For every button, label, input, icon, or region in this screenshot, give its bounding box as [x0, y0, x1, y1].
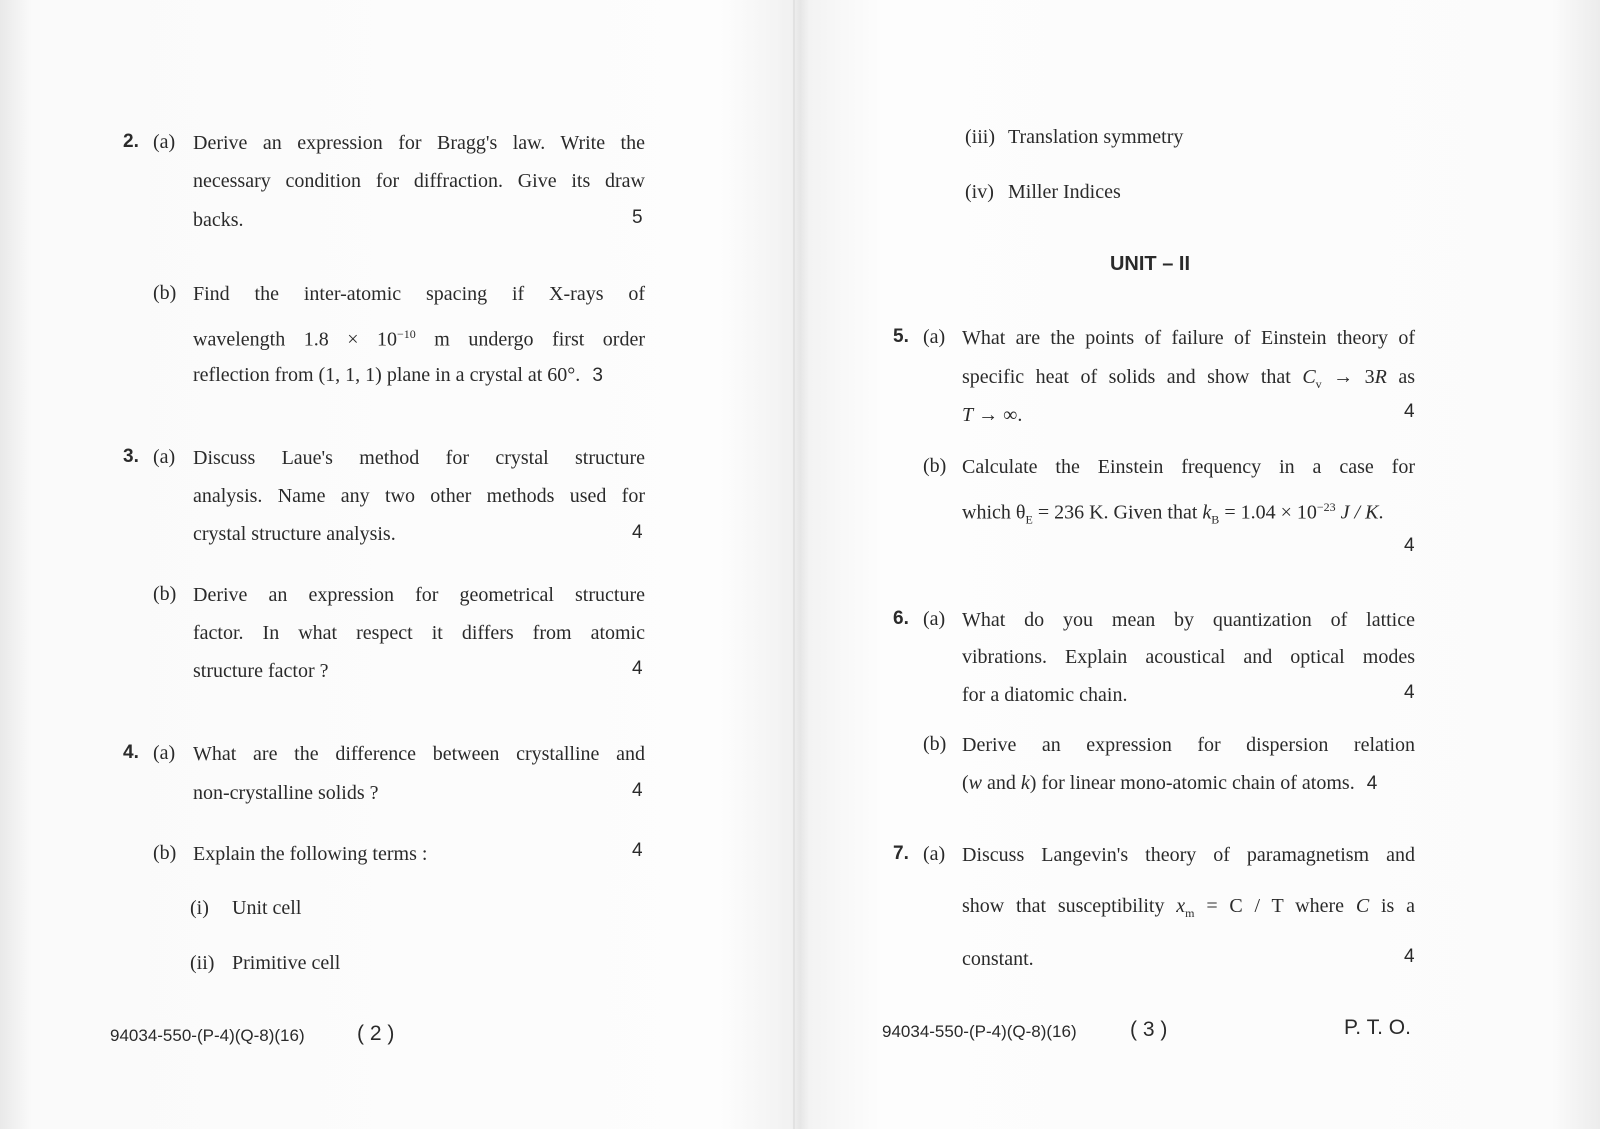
text-segment: ) for linear mono-atomic chain of atoms. — [1029, 772, 1355, 794]
footer-code-left: 94034-550-(P-4)(Q-8)(16) — [110, 1026, 305, 1045]
text-segment: as — [1386, 366, 1415, 388]
question-number: 5. — [893, 326, 909, 347]
text-segment: −23 — [1316, 500, 1336, 514]
question-text-line: Calculate the Einstein frequency in a case for — [962, 456, 1415, 478]
marks-value: 4 — [632, 840, 643, 861]
question-text-line — [962, 495, 1383, 532]
text-segment: C — [1302, 366, 1316, 388]
question-text-line: Discuss Laue's method for crystal structure — [193, 447, 645, 469]
question-text-line — [193, 363, 603, 388]
term-number: (iii) — [965, 126, 995, 148]
question-part-label: (b) — [923, 733, 947, 755]
marks-value: 4 — [1404, 682, 1415, 703]
footer-code-right: 94034-550-(P-4)(Q-8)(16) — [882, 1022, 1077, 1041]
question-number: 2. — [123, 131, 139, 152]
term-number: (iv) — [965, 181, 994, 203]
question-text-line: Find the inter-atomic spacing if X-rays of — [193, 283, 645, 305]
marks-value: 4 — [632, 658, 643, 679]
text-segment: → ∞. — [973, 404, 1023, 426]
text-segment: C — [1355, 895, 1370, 917]
question-text-line: Explain the following terms : — [193, 843, 428, 865]
question-text-line: constant. — [962, 948, 1034, 970]
question-part-label: (a) — [153, 742, 176, 764]
question-text-line — [193, 322, 645, 352]
question-text-line: backs. — [193, 209, 244, 231]
question-text-line — [962, 403, 1022, 427]
question-text-line — [962, 365, 1415, 396]
question-text-line: non-crystalline solids ? — [193, 782, 379, 804]
marks-value: 4 — [1404, 401, 1415, 422]
text-segment: E — [1025, 512, 1033, 527]
text-segment: ( — [962, 772, 969, 794]
text-segment: is a — [1369, 895, 1416, 917]
text-segment: v — [1315, 377, 1322, 391]
text-segment: w — [968, 772, 983, 794]
question-text-line: Derive an expression for Bragg's law. Write the — [193, 132, 645, 154]
text-segment: show that susceptibility — [962, 895, 1177, 917]
question-part-label: (b) — [153, 842, 177, 864]
question-number: 7. — [893, 843, 909, 864]
term-number: (i) — [190, 897, 209, 919]
text-segment: B — [1211, 512, 1220, 527]
marks-value: 4 — [632, 522, 643, 543]
question-part-label: (a) — [153, 131, 176, 153]
text-segment: k — [1020, 772, 1030, 794]
question-text-line: Discuss Langevin's theory of paramagnetism and — [962, 844, 1415, 866]
question-text-line: structure factor ? — [193, 660, 329, 682]
question-text-line: crystal structure analysis. — [193, 523, 396, 545]
question-part-label: (a) — [923, 843, 946, 865]
page-fold — [793, 0, 795, 1129]
question-number: 3. — [123, 446, 139, 467]
term-label: Primitive cell — [232, 952, 341, 974]
question-part-label: (b) — [923, 455, 947, 477]
marks-value: 4 — [632, 780, 643, 801]
text-segment: = C / T where — [1194, 895, 1356, 917]
question-text-line: Derive an expression for dispersion relation — [962, 734, 1415, 756]
marks-value: 4 — [1404, 535, 1415, 556]
page-number-right: ( 3 ) — [1130, 1018, 1168, 1041]
page-number-left: ( 2 ) — [357, 1022, 395, 1045]
text-segment: = 1.04 × 10 — [1219, 501, 1317, 524]
question-text-line — [962, 894, 1415, 925]
text-segment: = 236 K. Given that — [1032, 501, 1203, 524]
question-part-label: (a) — [923, 326, 946, 348]
question-text-line: What do you mean by quantization of lattice — [962, 609, 1415, 631]
text-segment: R — [1374, 366, 1387, 388]
question-text-line: necessary condition for diffraction. Give its draw — [193, 170, 645, 192]
text-segment: k — [1202, 501, 1212, 524]
question-part-label: (b) — [153, 583, 177, 605]
text-segment: → 3 — [1321, 366, 1375, 388]
text-segment: m undergo first order — [415, 328, 645, 351]
text-segment: wavelength 1.8 × 10 — [193, 328, 398, 351]
term-label: Unit cell — [232, 897, 302, 919]
question-part-label: (a) — [923, 608, 946, 630]
marks-value: 4 — [1366, 773, 1378, 794]
text-segment: J / K — [1340, 501, 1379, 524]
text-segment: which θ — [962, 501, 1026, 524]
text-segment: m — [1185, 906, 1195, 920]
unit-heading: UNIT – II — [1109, 253, 1190, 275]
question-text-line: Derive an expression for geometrical structure — [193, 584, 645, 606]
term-label: Translation symmetry — [1008, 126, 1184, 148]
question-text-line: for a diatomic chain. — [962, 684, 1128, 706]
question-text-line: analysis. Name any two other methods used for — [193, 485, 645, 507]
marks-value: 4 — [1404, 946, 1415, 967]
marks-value: 3 — [592, 365, 603, 386]
question-text-line: vibrations. Explain acoustical and optical modes — [962, 646, 1415, 668]
question-part-label: (a) — [153, 446, 176, 468]
text-segment: . — [1378, 501, 1384, 524]
text-segment: specific heat of solids and show that — [962, 366, 1303, 388]
question-text-line — [962, 771, 1377, 796]
term-label: Miller Indices — [1008, 181, 1121, 203]
question-text-line: What are the difference between crystalline and — [193, 743, 645, 765]
question-number: 4. — [123, 742, 139, 763]
text-segment: T — [962, 404, 974, 426]
question-part-label: (b) — [153, 282, 177, 304]
question-number: 6. — [893, 608, 909, 629]
text-segment: and — [982, 772, 1021, 794]
marks-value: 5 — [632, 207, 643, 228]
text-segment: −10 — [397, 327, 416, 341]
pto-label: P. T. O. — [1344, 1016, 1411, 1039]
question-text-line: factor. In what respect it differs from atomic — [193, 622, 645, 644]
question-text — [962, 772, 1355, 794]
term-number: (ii) — [190, 952, 215, 974]
text-segment: x — [1176, 895, 1186, 917]
question-text-line: What are the points of failure of Einstein theory of — [962, 327, 1415, 349]
question-text: reflection from (1, 1, 1) plane in a crystal at 60°. — [193, 364, 581, 386]
